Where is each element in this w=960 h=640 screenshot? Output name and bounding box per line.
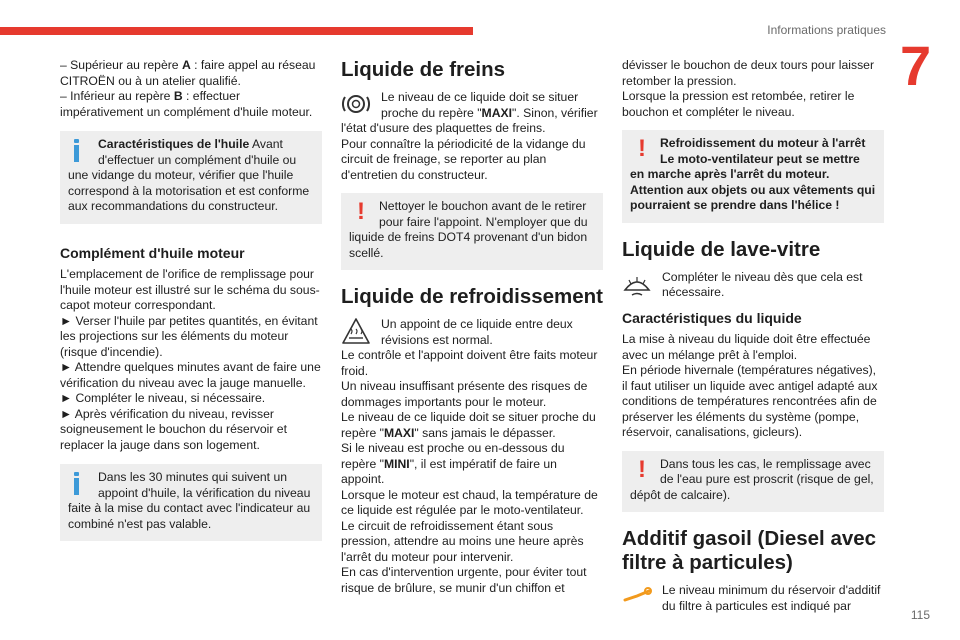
oil-topup-heading: Complément d'huile moteur: [60, 244, 245, 261]
windscreen-washer-icon: [622, 270, 654, 300]
fluid-characteristics-p2: En période hivernale (températures négatives), il faut utiliser un liquide avec antigel adapté aux conditions de températures rencontrées afin de préserver les éléments du système (pompe, réservoir, canalisations, gicleurs).: [622, 363, 878, 439]
coolant-p8: En cas d'intervention urgente, pour éviter tout risque de brûlure, se munir d'un chiffon et: [341, 565, 587, 595]
level-above-paragraph: – Supérieur au repère A : faire appel au réseau CITROËN ou à un atelier qualifié.: [60, 58, 316, 88]
info-box-text: Avant d'effectuer un complément d'huile ou une vidange du moteur, vérifier que l'huile correspond à la motorisation et est conforme aux recommandations du constructeur.: [68, 137, 310, 213]
info-box-title: Caractéristiques de l'huile: [98, 137, 250, 151]
diesel-additive-block: [622, 583, 884, 614]
coolant-p3: Un niveau insuffisant présente des risques de dommages importants pour le moteur.: [341, 379, 588, 409]
warning-exclamation-icon: !: [638, 135, 646, 162]
level-below-paragraph: – Inférieur au repère B : effectuer impérativement un complément d'huile moteur.: [60, 89, 313, 119]
section-title: Informations pratiques: [767, 23, 886, 37]
info-icon: [68, 470, 92, 496]
warning-box-engine-fan: [622, 130, 884, 223]
washer-fluid-block: [622, 270, 884, 301]
fluid-characteristics-heading: Caractéristiques du liquide: [622, 309, 802, 326]
coolant-p5: Si le niveau est proche ou en-dessous du repère "MINI", il est impératif de faire un appoint.: [341, 441, 565, 486]
column-2: [341, 58, 603, 596]
oil-filler-paragraph: L'emplacement de l'orifice de remplissage pour l'huile moteur est illustré sur le schéma du sous-capot moteur correspondant.: [60, 267, 320, 312]
coolant-p4: Le niveau de ce liquide doit se situer proche du repère "MAXI" sans jamais le dépasser.: [341, 410, 596, 440]
warning-box-text: Dans tous les cas, le remplissage avec de l'eau pure est proscrit (risque de gel, dépôt de calcaire).: [630, 456, 874, 502]
brake-fluid-level-paragraph: Le niveau de ce liquide doit se situer proche du repère "MAXI". Sinon, vérifier l'état d'usure des plaquettes de freins.: [341, 90, 598, 135]
coolant-p6: Lorsque le moteur est chaud, la température de ce liquide est régulée par le moto-ventilateur.: [341, 487, 598, 517]
chapter-number: 7: [900, 34, 932, 97]
brake-fluid-block: [341, 90, 603, 137]
fluid-characteristics-p1: La mise à niveau du liquide doit être effectuée avec un mélange prêt à l'emploi.: [622, 332, 871, 362]
column-1: [60, 58, 322, 541]
info-icon: [68, 137, 92, 163]
info-box-oil-check: [60, 464, 322, 541]
coolant-heading: Liquide de refroidissement: [341, 285, 603, 308]
wrench-icon: [622, 583, 654, 613]
step-2: ► Attendre quelques minutes avant de faire une vérification du niveau avec la jauge manuelle.: [60, 360, 321, 390]
hot-liquid-warning-icon: [341, 317, 373, 347]
washer-fluid-heading: Liquide de lave-vitre: [622, 237, 821, 261]
info-box-oil-characteristics: [60, 131, 322, 224]
step-1: ► Verser l'huile par petites quantités, en évitant les projections sur les éléments du moteur (risque d'incendie).: [60, 313, 318, 359]
warning-box-text: Refroidissement du moteur à l'arrêt Le moto-ventilateur peut se mettre en marche après l'arrêt du moteur. Attention aux objets ou aux vêtements qui pourraient se prendre dans l'hélice !: [630, 136, 876, 212]
coolant-p7: Le circuit de refroidissement étant sous pression, attendre au moins une heure après l'arrêt du moteur pour intervenir.: [341, 518, 584, 564]
warning-exclamation-icon: !: [357, 198, 365, 225]
warning-box-text: Nettoyer le bouchon avant de le retirer pour faire l'appoint. N'employer que du liquide de freins DOT4 provenant d'un bidon scellé.: [349, 199, 588, 260]
step-4: ► Après vérification du niveau, revisser soigneusement le bouchon du réservoir et replacer la jauge dans son logement.: [60, 406, 287, 452]
brake-fluid-interval-paragraph: Pour connaître la périodicité de la vidange du circuit de freinage, se reporter au plan d'entretien du constructeur.: [341, 136, 586, 182]
header-accent-bar: [0, 27, 473, 35]
coolant-block: [341, 317, 603, 348]
warning-exclamation-icon: !: [638, 455, 646, 483]
coolant-p1: Un appoint de ce liquide entre deux révisions est normal.: [381, 317, 573, 347]
washer-fluid-paragraph: Compléter le niveau dès que cela est nécessaire.: [662, 269, 863, 299]
step-3: ► Compléter le niveau, si nécessaire.: [60, 391, 266, 405]
brake-fluid-icon: [341, 90, 373, 120]
coolant-refill-paragraph: Lorsque la pression est retombée, retirer le bouchon et compléter le niveau.: [622, 89, 855, 119]
diesel-additive-paragraph: Le niveau minimum du réservoir d'additif du filtre à particules est indiqué par: [662, 583, 881, 613]
diesel-additive-heading: Additif gasoil (Diesel avec filtre à particules): [622, 527, 877, 574]
brake-fluid-heading: Liquide de freins: [341, 58, 506, 81]
warning-box-pure-water: [622, 451, 884, 513]
page-number: 115: [910, 608, 930, 622]
column-3: [622, 58, 884, 614]
coolant-cap-paragraph: dévisser le bouchon de deux tours pour laisser retomber la pression.: [622, 58, 875, 88]
coolant-p2: Le contrôle et l'appoint doivent être faits moteur froid.: [341, 348, 598, 378]
info-box-text: Dans les 30 minutes qui suivent un appoint d'huile, la vérification du niveau faite à la mise du contact avec l'indicateur au combiné n'est pas valable.: [68, 470, 311, 531]
warning-box-brake-fluid: [341, 193, 603, 270]
